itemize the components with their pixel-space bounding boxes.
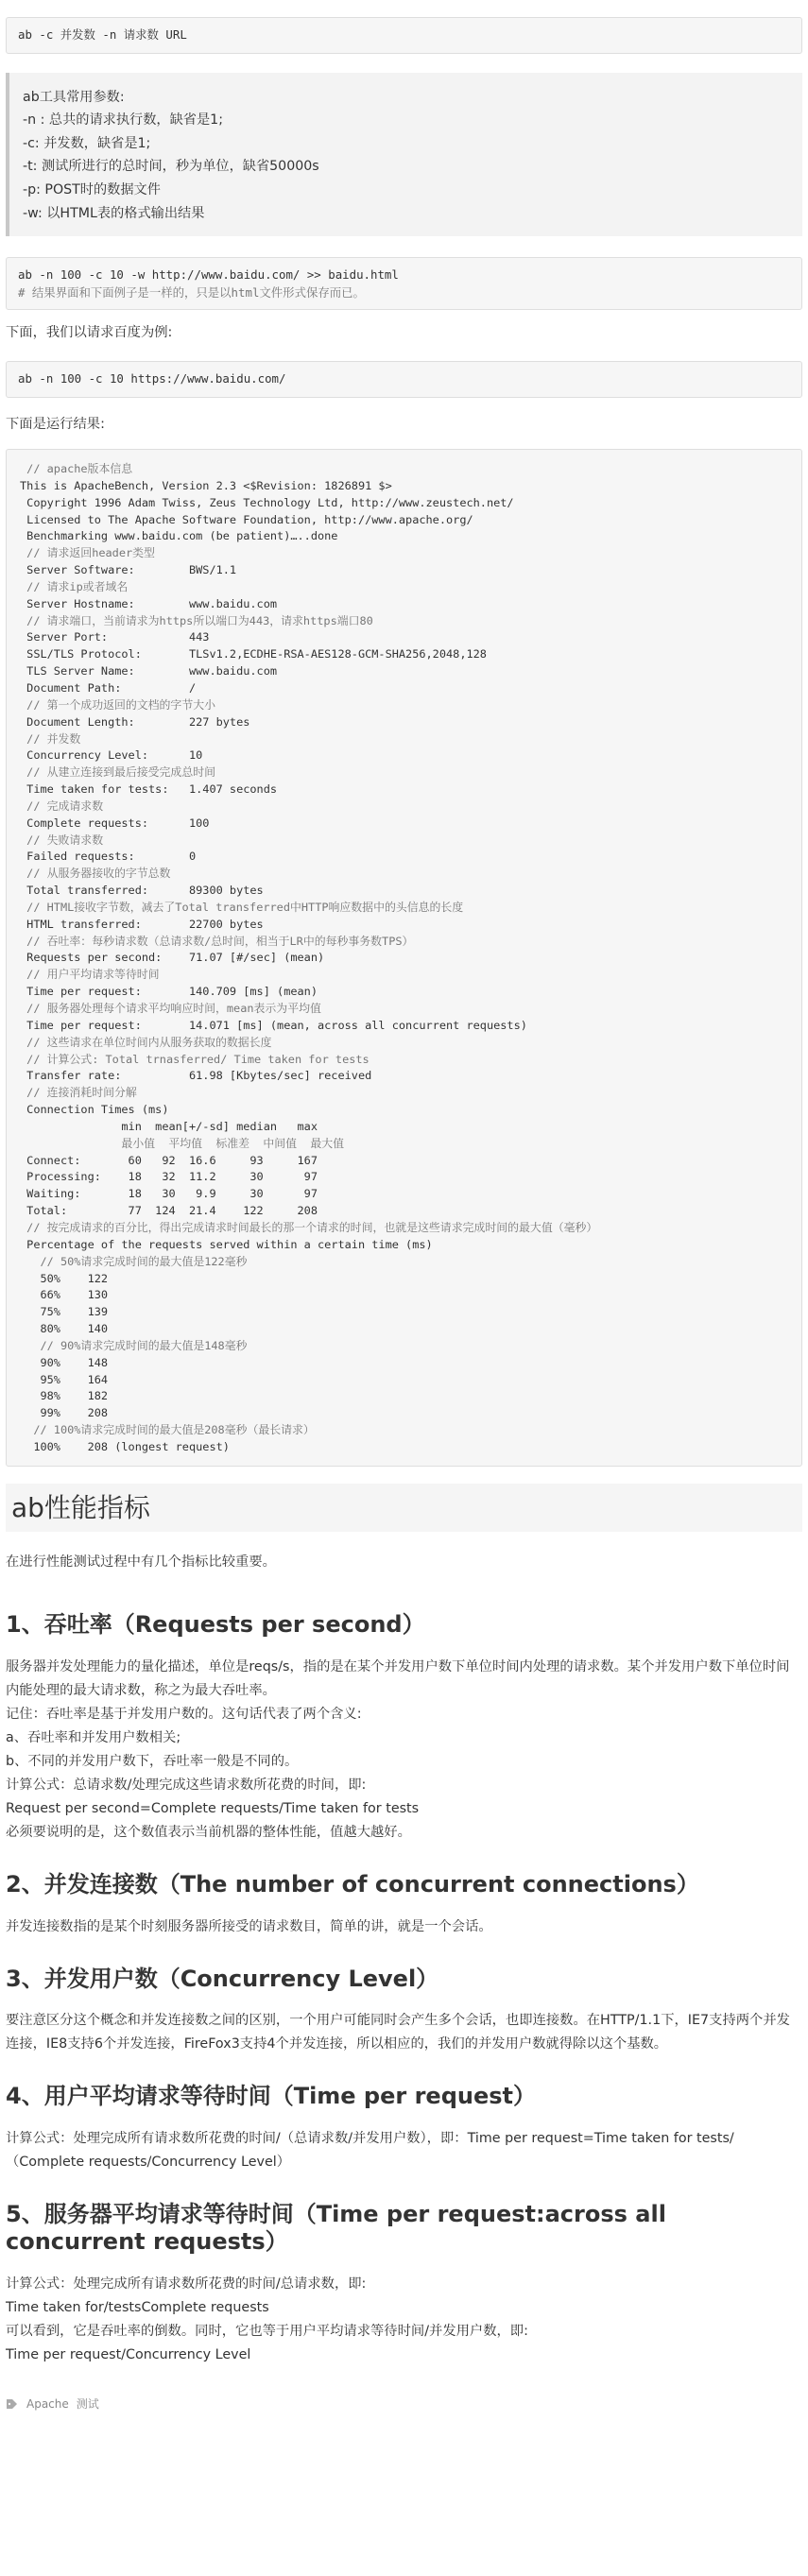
result-line: min mean[+/-sd] median max bbox=[20, 1119, 318, 1133]
result-comment-line: // 请求返回header类型 bbox=[20, 546, 155, 560]
metric-body bbox=[6, 1656, 802, 1845]
metric-paragraph: 记住：吞吐率是基于并发用户数的。这句话代表了两个含义: bbox=[6, 1706, 362, 1722]
metric-paragraph: 必须要说明的是，这个数值表示当前机器的整体性能，值越大越好。 bbox=[6, 1824, 411, 1840]
example-code-block[interactable] bbox=[6, 257, 802, 310]
result-comment-line: 最小值 平均值 标准差 中间值 最大值 bbox=[20, 1136, 345, 1150]
result-line: 99% 208 bbox=[20, 1406, 109, 1420]
baidu-command: ab -n 100 -c 10 https://www.baidu.com/ bbox=[18, 371, 286, 386]
result-comment-line: // 请求ip或者域名 bbox=[20, 579, 129, 593]
result-comment-line: // HTML接收字节数，减去了Total transferred中HTTP响应数据中的头信息的长度 bbox=[20, 900, 464, 914]
section-title: ab性能指标 bbox=[6, 1484, 802, 1532]
metric-paragraph: Time taken for/testsComplete requests bbox=[6, 2299, 269, 2315]
result-comment-line: // 服务器处理每个请求平均响应时间，mean表示为平均值 bbox=[20, 1002, 321, 1015]
result-comment-line: // 这些请求在单位时间内从服务获取的数据长度 bbox=[20, 1035, 272, 1049]
metric-paragraph: 计算公式：总请求数/处理完成这些请求数所花费的时间，即: bbox=[6, 1777, 367, 1793]
result-comment-line: // 第一个成功返回的文档的字节大小 bbox=[20, 697, 215, 712]
result-line: This is ApacheBench, Version 2.3 <$Revision: 1826891 $> bbox=[20, 478, 392, 492]
result-line: 75% 139 bbox=[20, 1305, 109, 1319]
param-item: -n : 总共的请求执行数，缺省是1; bbox=[23, 112, 223, 129]
result-line: 66% 130 bbox=[20, 1288, 109, 1302]
metric-paragraph: 并发连接数指的是某个时刻服务器所接受的请求数目，简单的讲，就是一个会话。 bbox=[6, 1918, 492, 1934]
result-comment-line: // 计算公式: Total trnasferred/ Time taken for tests bbox=[20, 1052, 370, 1066]
metric-paragraph: Request per second=Complete requests/Time taken for tests bbox=[6, 1800, 420, 1816]
result-line: Time per request: 14.071 [ms] (mean, across all concurrent requests) bbox=[20, 1018, 527, 1032]
result-line: TLS Server Name: www.baidu.com bbox=[20, 664, 278, 678]
result-comment-line: // 请求端口，当前请求为https所以端口为443，请求https端口80 bbox=[20, 613, 373, 627]
result-line: Time per request: 140.709 [ms] (mean) bbox=[20, 985, 318, 999]
usage-code-block[interactable] bbox=[6, 17, 802, 54]
result-line: Document Length: 227 bytes bbox=[20, 714, 250, 729]
metric-body bbox=[6, 2009, 802, 2056]
result-comment-line: // 90%请求完成时间的最大值是148毫秒 bbox=[20, 1338, 248, 1352]
result-line: 80% 140 bbox=[20, 1322, 109, 1336]
metric-title: 2、并发连接数（The number of concurrent connections） bbox=[6, 1870, 699, 1898]
result-comment-line: // 100%请求完成时间的最大值是208毫秒（最长请求） bbox=[20, 1423, 315, 1437]
metric-title: 1、吞吐率（Requests per second） bbox=[6, 1610, 425, 1638]
result-line: HTML transferred: 22700 bytes bbox=[20, 917, 264, 931]
metric-paragraph: a、吞吐率和并发用户数相关; bbox=[6, 1729, 181, 1745]
result-line: Failed requests: 0 bbox=[20, 850, 197, 864]
param-item: -w: 以HTML表的格式输出结果 bbox=[23, 205, 205, 221]
result-line: Total transferred: 89300 bytes bbox=[20, 884, 264, 898]
tag-test[interactable]: 测试 bbox=[76, 2396, 99, 2411]
metric-body bbox=[6, 2127, 802, 2174]
intro-baidu: 下面，我们以请求百度为例: bbox=[6, 325, 173, 341]
metric-paragraph: 可以看到，它是吞吐率的倒数。同时，它也等于用户平均请求等待时间/并发用户数，即: bbox=[6, 2323, 528, 2339]
result-line: Percentage of the requests served within a certain time (ms) bbox=[20, 1237, 433, 1251]
result-comment-line: // 按完成请求的百分比，得出完成请求时间最长的那一个请求的时间，也就是这些请求完成时间的最大值（毫秒） bbox=[20, 1220, 598, 1234]
result-line: Benchmarking www.baidu.com (be patient)…..done bbox=[20, 529, 338, 543]
result-line: 100% 208 (longest request) bbox=[20, 1439, 230, 1453]
result-line: Complete requests: 100 bbox=[20, 816, 210, 830]
metric-body bbox=[6, 1915, 802, 1939]
result-line: Processing: 18 32 11.2 30 97 bbox=[20, 1170, 318, 1184]
baidu-code-block[interactable] bbox=[6, 361, 802, 398]
params-blockquote bbox=[6, 73, 802, 237]
result-comment-line: // 从服务器接收的字节总数 bbox=[20, 867, 171, 881]
result-line: 90% 148 bbox=[20, 1355, 109, 1369]
result-line: 95% 164 bbox=[20, 1372, 109, 1386]
tag-icon bbox=[6, 2398, 19, 2410]
result-line: 98% 182 bbox=[20, 1389, 109, 1403]
metric-paragraph: 要注意区分这个概念和并发连接数之间的区别，一个用户可能同时会产生多个会话，也即连接数。在HTTP/1.1下，IE7支持两个并发连接，IE8支持6个并发连接，FireFox3支持4个并发连接，所以相应的，我们的并发用户数就得除以这个基数。 bbox=[6, 2013, 790, 2052]
result-comment-line: // 50%请求完成时间的最大值是122毫秒 bbox=[20, 1254, 248, 1268]
param-item: -t: 测试所进行的总时间，秒为单位，缺省50000s bbox=[23, 159, 319, 175]
result-comment-line: // 并发数 bbox=[20, 731, 81, 746]
metric-title: 3、并发用户数（Concurrency Level） bbox=[6, 1965, 439, 1992]
tags-bar bbox=[6, 2396, 802, 2413]
example-command: ab -n 100 -c 10 -w http://www.baidu.com/ >> baidu.html bbox=[18, 267, 399, 283]
result-comment-line: // 用户平均请求等待时间 bbox=[20, 968, 160, 982]
tag-apache[interactable]: Apache bbox=[26, 2396, 69, 2411]
usage-command: ab -c 并发数 -n 请求数 URL bbox=[18, 27, 187, 42]
metric-paragraph: 计算公式：处理完成所有请求数所花费的时间/（总请求数/并发用户数），即：Time per request=Time taken for tests/（Complete requests/Concurrency Level） bbox=[6, 2131, 734, 2171]
result-line: Connection Times (ms) bbox=[20, 1103, 169, 1117]
result-comment-line: // 连接消耗时间分解 bbox=[20, 1086, 137, 1100]
result-line: Server Software: BWS/1.1 bbox=[20, 563, 237, 577]
result-line: Server Port: 443 bbox=[20, 630, 210, 644]
result-line: Waiting: 18 30 9.9 30 97 bbox=[20, 1187, 318, 1201]
result-line: Connect: 60 92 16.6 93 167 bbox=[20, 1153, 318, 1167]
metric-title: 5、服务器平均请求等待时间（Time per request:across all concurrent requests） bbox=[6, 2201, 666, 2255]
result-comment-line: // 从建立连接到最后接受完成总时间 bbox=[20, 765, 215, 780]
result-line: SSL/TLS Protocol: TLSv1.2,ECDHE-RSA-AES128-GCM-SHA256,2048,128 bbox=[20, 647, 487, 661]
result-line: Time taken for tests: 1.407 seconds bbox=[20, 782, 278, 797]
example-comment: # 结果界面和下面例子是一样的，只是以html文件形式保存而已。 bbox=[18, 284, 365, 300]
metric-paragraph: 服务器并发处理能力的量化描述，单位是reqs/s，指的是在某个并发用户数下单位时间内处理的请求数。某个并发用户数下单位时间内能处理的最大请求数，称之为最大吞吐率。 bbox=[6, 1658, 790, 1698]
metric-title: 4、用户平均请求等待时间（Time per request） bbox=[6, 2083, 536, 2110]
result-line: Transfer rate: 61.98 [Kbytes/sec] received bbox=[20, 1069, 372, 1083]
result-line: Licensed to The Apache Software Foundation, http://www.apache.org/ bbox=[20, 512, 473, 526]
param-item: -c: 并发数，缺省是1; bbox=[23, 135, 151, 151]
param-item: -p: POST时的数据文件 bbox=[23, 181, 161, 197]
result-line: 50% 122 bbox=[20, 1271, 109, 1285]
result-line: Document Path: / bbox=[20, 680, 197, 695]
metric-body bbox=[6, 2273, 802, 2367]
params-title: ab工具常用参数: bbox=[23, 89, 125, 105]
metric-paragraph: Time per request/Concurrency Level bbox=[6, 2346, 251, 2362]
result-line: Total: 77 124 21.4 122 208 bbox=[20, 1204, 318, 1218]
intro-result: 下面是运行结果: bbox=[6, 417, 105, 432]
result-line: Concurrency Level: 10 bbox=[20, 748, 203, 763]
result-comment-line: // 吞吐率：每秒请求数（总请求数/总时间，相当于LR中的每秒事务数TPS） bbox=[20, 934, 414, 948]
result-code-block[interactable] bbox=[6, 449, 802, 1467]
metric-paragraph: 计算公式：处理完成所有请求数所花费的时间/总请求数，即: bbox=[6, 2275, 367, 2292]
result-comment-line: // apache版本信息 bbox=[20, 462, 133, 475]
metric-paragraph: b、不同的并发用户数下，吞吐率一般是不同的。 bbox=[6, 1753, 299, 1769]
result-line: Server Hostname: www.baidu.com bbox=[20, 596, 278, 610]
metrics-section bbox=[6, 1611, 802, 2367]
result-comment-line: // 失败请求数 bbox=[20, 833, 104, 847]
result-comment-line: // 完成请求数 bbox=[20, 799, 104, 813]
section-intro: 在进行性能测试过程中有几个指标比较重要。 bbox=[6, 1554, 276, 1570]
result-line: Requests per second: 71.07 [#/sec] (mean) bbox=[20, 951, 325, 965]
result-line: Copyright 1996 Adam Twiss, Zeus Technology Ltd, http://www.zeustech.net/ bbox=[20, 495, 514, 509]
